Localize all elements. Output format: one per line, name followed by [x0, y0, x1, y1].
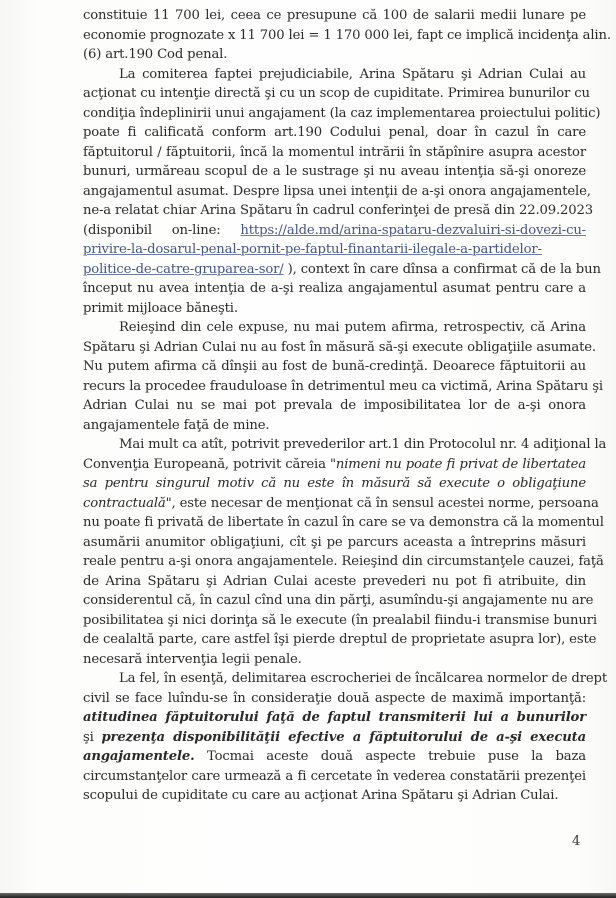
- text-line: angajamentul asumat. Despre lipsa unei intenţii de a-şi onora angajamentele,: [83, 183, 591, 199]
- text-line: economie prognozate x 11 700 lei = 1 170 000 lei, fapt ce implică incidenţa alin.: [83, 27, 611, 43]
- text-fragment: şi: [83, 729, 102, 745]
- text-line: ne-a relatat chiar Arina Spătaru în cadrul conferinţei de presă din 22.09.2023: [83, 203, 593, 218]
- text-line: Spătaru şi Adrian Culai nu au fost în măsură să-şi execute obligaţiile asumate.: [83, 339, 596, 355]
- convention-quote-line: sa pentru singurul motiv că nu este în măsură să execute o obligaţiune: [83, 476, 586, 491]
- text-line: considerentul că, în cazul cînd una din părţi, asumîndu-şi angajamente nu are: [83, 593, 594, 608]
- text-line: făptuitorul / făptuitorii, încă la momentul intrării în stăpînire asupra acestor: [83, 144, 586, 160]
- text-line: [83, 221, 586, 241]
- text-line: [83, 728, 586, 748]
- text-line: [83, 240, 586, 260]
- convention-quote: "nimeni nu poate fi privat de libertatea: [329, 456, 586, 472]
- text-line: posibilitatea şi nici dorinţa să le execute (în prealabil fiindu-i transmise bunuri: [83, 612, 597, 628]
- source-link[interactable]: https://alde.md/arina-spataru-dezvaluiri-si-dovezi-cu-: [240, 222, 586, 238]
- text-fragment: , este necesar de menţionat că în sensul acestei norme, persoana: [171, 495, 599, 511]
- text-line: Nu putem afirma că dînşii au fost de bună-credinţă. Deoarece făptuitorii au: [83, 359, 586, 374]
- paragraph-start: La comiterea faptei prejudiciabile, Arina Spătaru şi Adrian Culai au: [119, 66, 586, 82]
- paragraph-start: La fel, în esenţă, delimitarea escrocheriei de încălcarea normelor de drept: [119, 671, 607, 686]
- text-line: poate fi calificată conform art.190 Codului penal, doar în cazul în care: [83, 125, 586, 140]
- text-line: reale pentru a-şi onora angajamentele. Reieşind din circumstanţele cauzei, faţă: [83, 554, 604, 569]
- available-online-label: (disponibil on-line:: [83, 222, 221, 238]
- scan-bottom-edge: [0, 893, 616, 898]
- text-line: constituie 11 700 lei, ceea ce presupune că 100 de salarii medii lunare pe: [83, 8, 586, 23]
- text-line: primit mijloace băneşti.: [83, 300, 238, 316]
- text-line: angajamentele faţă de mine.: [83, 417, 270, 433]
- text-fragment: Tocmai aceste două aspecte trebuie puse la baza: [194, 749, 586, 764]
- source-link-continued[interactable]: privire-la-dosarul-penal-pornit-pe-faptul-finantarii-ilegale-a-partidelor-: [83, 242, 542, 257]
- emphasis-line: atitudinea făptuitorului faţă de faptul transmiterii lui a bunurilor: [83, 710, 586, 725]
- text-line: [83, 747, 586, 767]
- paragraph-start: Reieşind din cele expuse, nu mai putem afirma, retrospectiv, că Arina: [119, 320, 586, 335]
- source-link-end[interactable]: politice-de-catre-gruparea-sor/: [83, 261, 284, 277]
- emphasis-text: angajamentele.: [83, 749, 195, 764]
- text-line: necesară intervenţia legii penale.: [83, 651, 302, 667]
- text-line: [83, 455, 586, 475]
- text-fragment: ), context în care dînsa a confirmat că de la bun: [283, 261, 601, 277]
- emphasis-text: prezenţa disponibilităţii efective a făptuitorului de a-şi executa: [101, 729, 586, 745]
- text-line: Adrian Culai nu se mai pot prevala de imposibilitatea lor de a-şi onora: [83, 398, 586, 413]
- text-fragment: Convenţia Europeană, potrivit căreia: [83, 456, 330, 472]
- document-body: [83, 6, 611, 806]
- text-line: nu poate fi privată de libertate în cazul în care se va demonstra că la momentul: [83, 515, 604, 530]
- paragraph-start: Mai mult ca atît, potrivit prevederilor art.1 din Protocolul nr. 4 adiţional la: [119, 437, 607, 452]
- text-line: asumării anumitor obligaţiuni, cît şi pe parcurs aceasta a întreprins măsuri: [83, 534, 586, 550]
- text-line: circumstanţelor care urmează a fi cercetate în vederea constatării prezenţei: [83, 768, 586, 784]
- text-line: de Arina Spătaru şi Adrian Culai aceste prevederi nu pot fi atribuite, din: [83, 573, 586, 589]
- text-line: început nu avea intenţia de a-şi realiza angajamentul asumat pentru care a: [83, 281, 586, 296]
- text-line: condiţia îndeplinirii unui angajament (la caz implementarea proiectului politic): [83, 105, 601, 121]
- text-line: [83, 260, 601, 280]
- text-line: de cealaltă parte, care astfel îşi pierde dreptul de proprietate asupra lor), este: [83, 632, 597, 647]
- text-line: acţionat cu intenţie directă şi cu un scop de cupiditate. Primirea bunurilor cu: [83, 86, 590, 101]
- text-line: [83, 494, 599, 514]
- text-line: (6) art.190 Cod penal.: [83, 47, 228, 62]
- convention-quote-end: contractuală": [83, 495, 172, 511]
- text-line: scopului de cupiditate cu care au acţionat Arina Spătaru şi Adrian Culai.: [83, 788, 559, 803]
- text-line: bunuri, urmăreau scopul de a le sustrage şi nu aveau intenţia să-şi onoreze: [83, 164, 586, 179]
- text-line: civil se face luîndu-se în consideraţie două aspecte de maximă importanţă:: [83, 690, 586, 706]
- page-number: 4: [572, 834, 581, 849]
- text-line: recurs la procedee frauduloase în detrimentul meu ca victimă, Arina Spătaru şi: [83, 378, 603, 394]
